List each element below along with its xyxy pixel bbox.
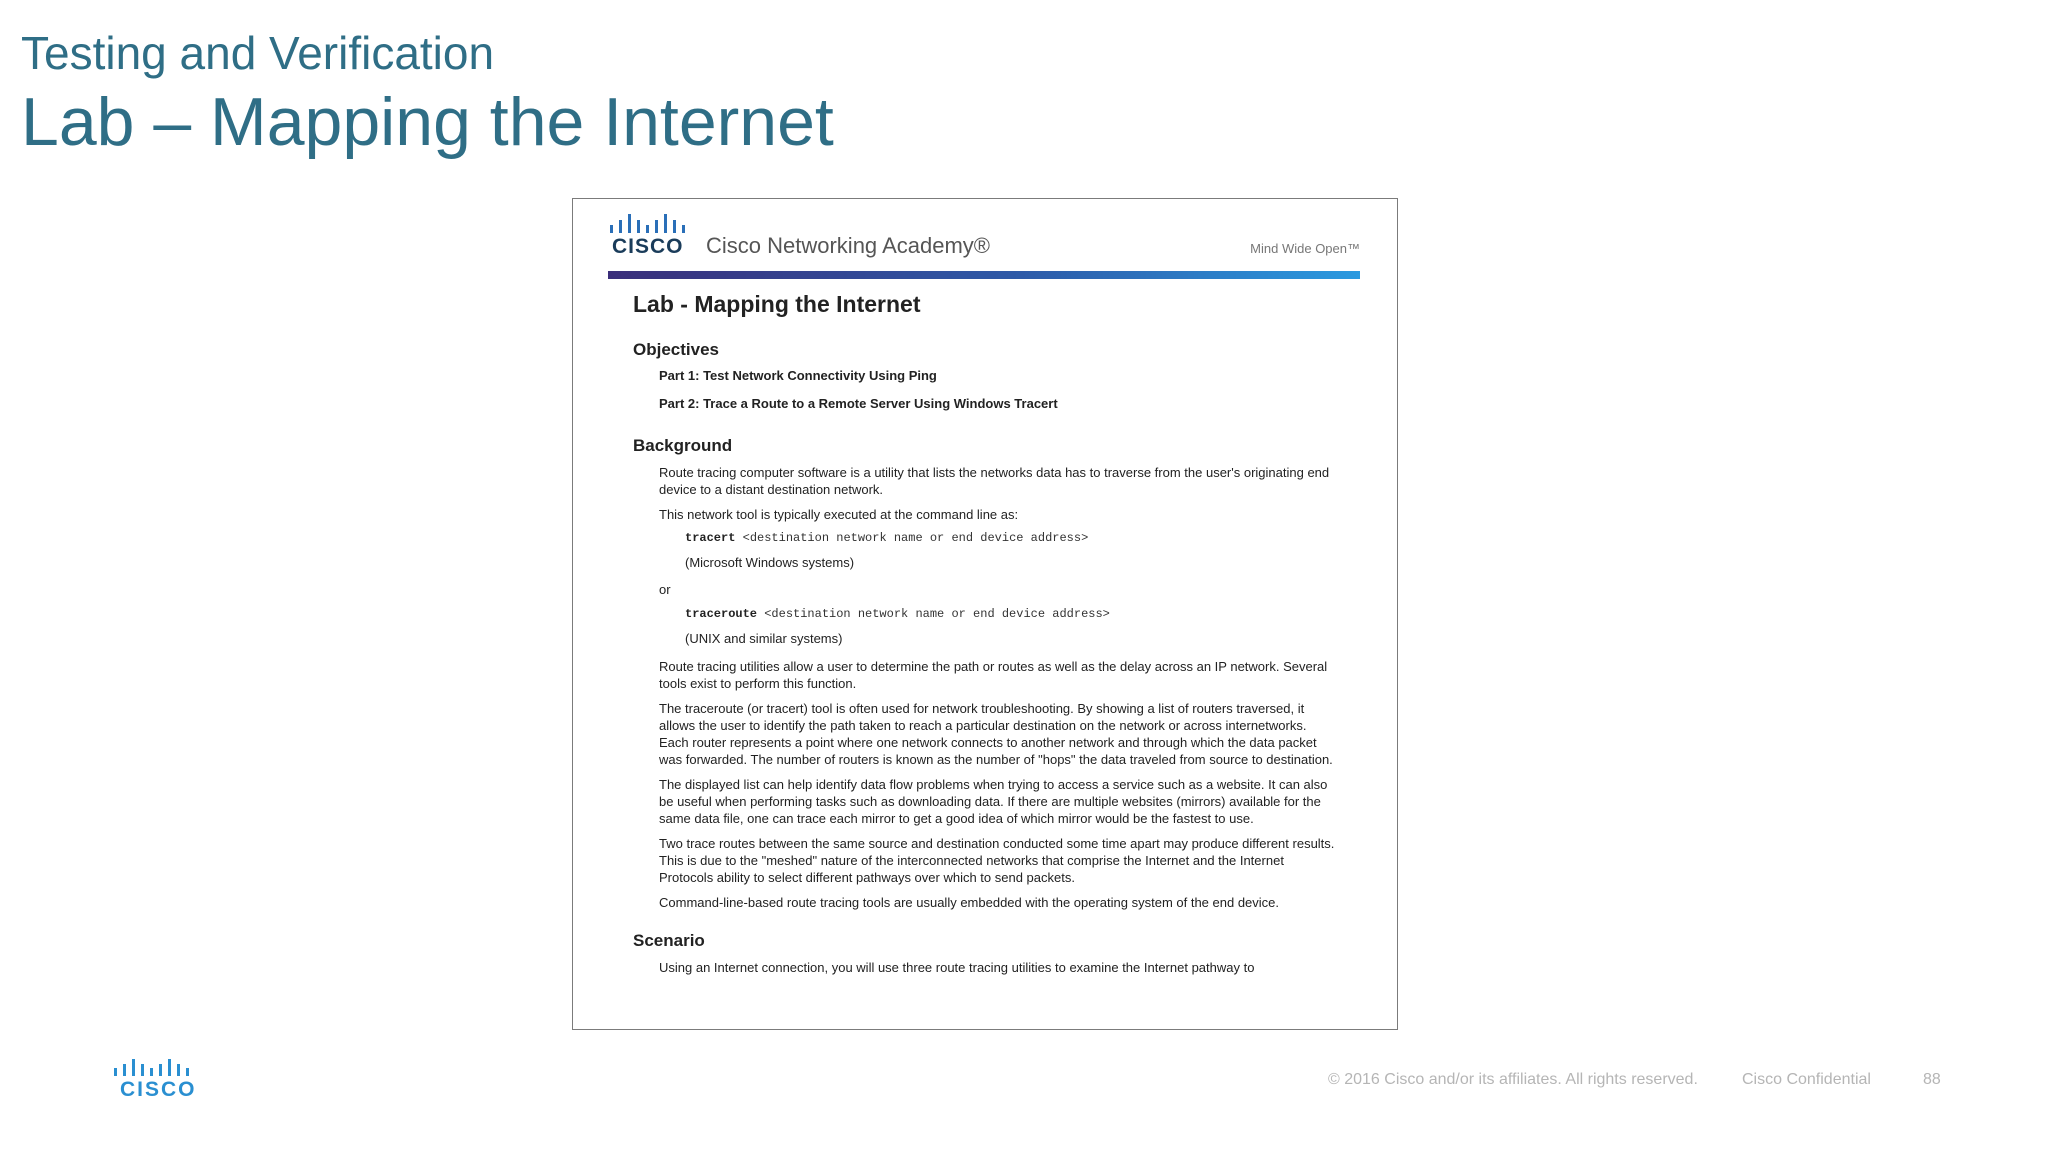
doc-body: [633, 291, 1343, 984]
scenario-heading: Scenario: [633, 931, 705, 950]
footer-page-number: 88: [1923, 1071, 1941, 1088]
footer-copyright: © 2016 Cisco and/or its affiliates. All rights reserved.: [1328, 1071, 1698, 1088]
background-paragraph: The traceroute (or tracert) tool is often used for network troubleshooting. By showing a list of routers traversed, it allows the user to identify the path taken to reach a particular destination on the network or across internetworks. Each router represents a point where one network connects to another network and through which the data packet was forwarded. The number of routers is known as the number of "hops" the data traveled from source to destination.: [659, 701, 1333, 767]
doc-title: Lab - Mapping the Internet: [633, 291, 921, 317]
cisco-bars-icon: [112, 1058, 192, 1080]
code-note: (Microsoft Windows systems): [685, 555, 855, 570]
slide-subtitle: Testing and Verification: [21, 27, 495, 79]
scenario-paragraph: Using an Internet connection, you will use three route tracing utilities to examine the Internet pathway to: [659, 960, 1255, 975]
code-traceroute: [685, 607, 1343, 621]
lab-document-preview: [572, 198, 1398, 1030]
background-paragraph: Route tracing computer software is a utility that lists the networks data has to traverse from the user's originating end device to a distant destination network.: [659, 465, 1330, 497]
cisco-bars-icon: [608, 211, 688, 237]
code-tracert: [685, 531, 1343, 545]
doc-academy-name: Cisco Networking Academy®: [706, 233, 990, 258]
footer-cisco-logo: [112, 1058, 197, 1102]
doc-logo-word: CISCO: [612, 235, 684, 258]
background-paragraph: Two trace routes between the same source and destination conducted some time apart may produce different results. This is due to the "meshed" nature of the interconnected networks that comprise the Internet and the Internet Protocols ability to select different pathways over which to send packets.: [659, 836, 1335, 885]
doc-tagline: Mind Wide Open™: [1250, 241, 1360, 256]
footer-logo-word: CISCO: [120, 1078, 197, 1101]
background-paragraph: The displayed list can help identify data flow problems when trying to access a service such as a website. It can also be useful when performing tasks such as downloading data. If there are multiple websites (mirrors) available for the same data file, one can trace each mirror to get a good idea of which mirror would be the fastest to use.: [659, 777, 1328, 826]
code-args: <destination network name or end device address>: [735, 531, 1089, 545]
objectives-heading: Objectives: [633, 340, 719, 359]
objective-item: Part 1: Test Network Connectivity Using Ping: [659, 368, 937, 383]
doc-cisco-logo: [608, 211, 688, 259]
doc-header-rule: [608, 271, 1360, 279]
or-text: or: [659, 582, 671, 597]
background-paragraph: Route tracing utilities allow a user to determine the path or routes as well as the delay across an IP network. Several tools exist to perform this function.: [659, 659, 1328, 691]
code-note: (UNIX and similar systems): [685, 631, 843, 646]
slide-title: Lab – Mapping the Internet: [21, 84, 834, 160]
doc-header: [608, 211, 1360, 273]
code-args: <destination network name or end device address>: [757, 607, 1110, 621]
code-command: tracert: [685, 531, 736, 545]
background-paragraph: Command-line-based route tracing tools are usually embedded with the operating system of the end device.: [659, 895, 1280, 910]
code-command: traceroute: [685, 607, 758, 621]
background-heading: Background: [633, 436, 733, 455]
background-paragraph: This network tool is typically executed at the command line as:: [659, 507, 1019, 522]
footer-confidential: Cisco Confidential: [1742, 1071, 1871, 1088]
objective-item: Part 2: Trace a Route to a Remote Server Using Windows Tracert: [659, 396, 1058, 411]
